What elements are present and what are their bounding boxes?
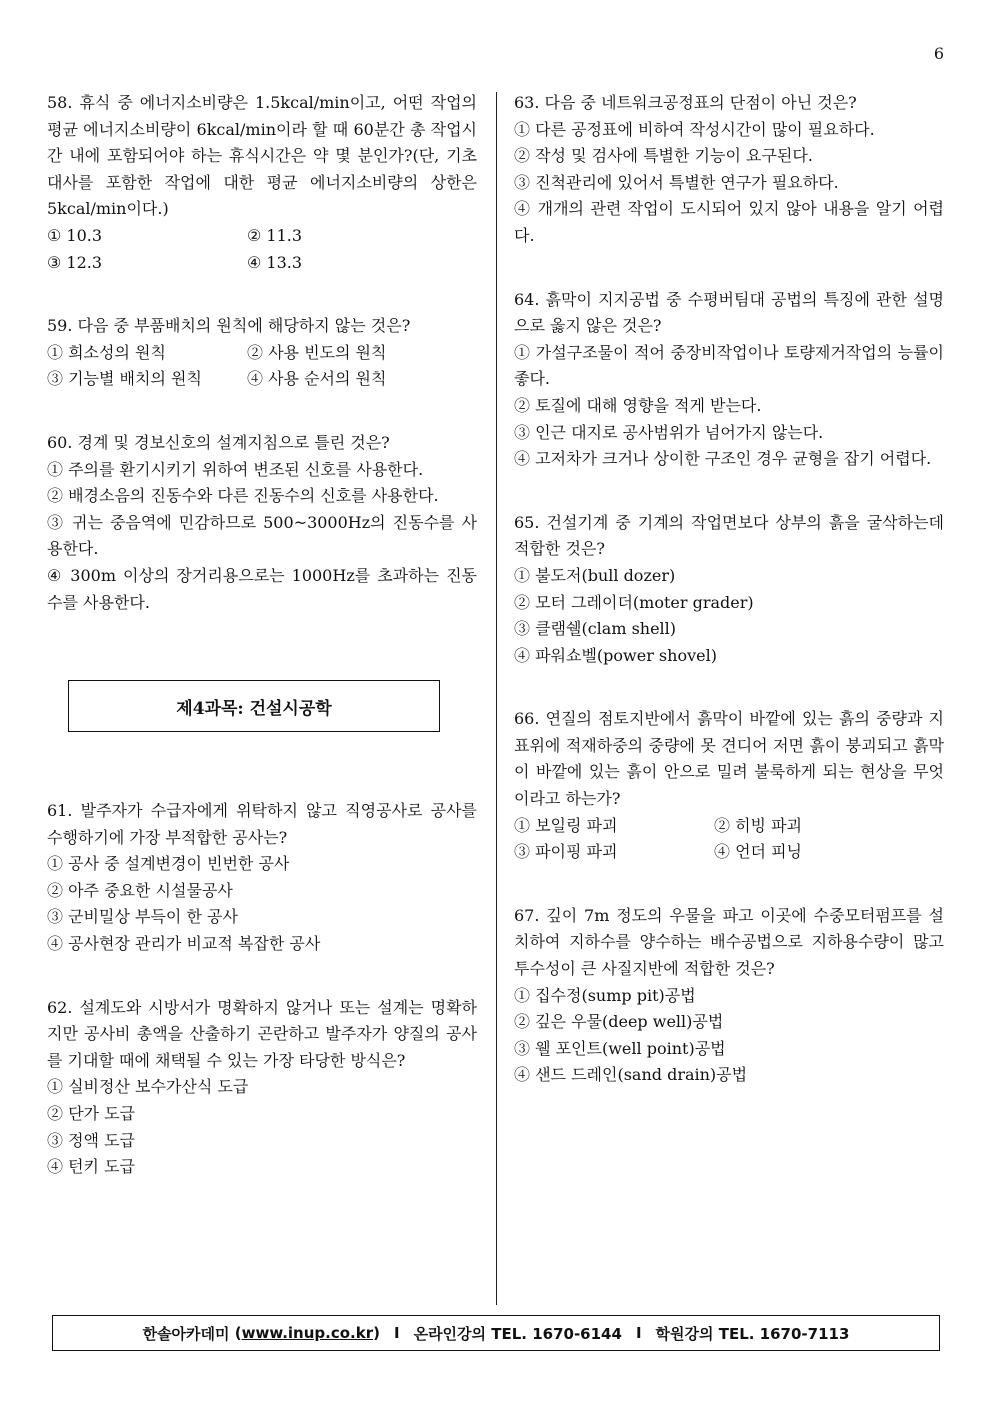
option-4: ④ 턴키 도급 xyxy=(47,1157,135,1177)
option-2: ② 사용 빈도의 원칙 xyxy=(247,342,387,362)
option-2: ② 깊은 우물(deep well)공법 xyxy=(514,1012,724,1032)
question-stem: 59. 다음 중 부품배치의 원칙에 해당하지 않는 것은? xyxy=(47,316,411,336)
question-stem: 60. 경계 및 경보신호의 설계지침으로 틀린 것은? xyxy=(47,432,390,452)
option-3: ③ 군비밀상 부득이 한 공사 xyxy=(47,907,238,927)
footer-separator: I xyxy=(393,1324,400,1342)
question-stem: 64. 흙막이 지지공법 중 수평버팀대 공법의 특징에 관한 설명으로 옳지 않은 것은? xyxy=(514,289,944,336)
question-64 xyxy=(514,287,944,473)
left-column xyxy=(47,90,477,616)
option-3: ③ 클램쉘(clam shell) xyxy=(514,619,677,639)
option-3: ③ 정액 도급 xyxy=(47,1130,135,1150)
option-4: ④ 언더 피닝 xyxy=(714,842,802,862)
question-stem: 58. 휴식 중 에너지소비량은 1.5kcal/min이고, 어떤 작업의 평균 에너지소비량이 6kcal/min이라 할 때 60분간 총 작업시간 내에 포함되어야 하는 휴식시간은 약 몇 분인가?(단, 기초대사를 포함한 작업에 대한 평균 에너지소비량의 상한은 5kcal/min이다.) xyxy=(47,93,477,219)
option-3: ③ 파이핑 파괴 xyxy=(514,842,618,862)
option-1: ① 불도저(bull dozer) xyxy=(514,565,676,585)
subject-header: 제4과목: 건설시공학 xyxy=(68,680,440,732)
option-1: ① 공사 중 설계변경이 빈번한 공사 xyxy=(47,854,290,874)
option-1: ① 실비정산 보수가산식 도급 xyxy=(47,1077,249,1097)
option-1: ① 주의를 환기시키기 위하여 변조된 신호를 사용한다. xyxy=(47,459,424,479)
option-2: ② 아주 중요한 시설물공사 xyxy=(47,880,233,900)
option-4: ④ 사용 순서의 원칙 xyxy=(247,369,387,389)
option-4: ④ 샌드 드레인(sand drain)공법 xyxy=(514,1065,748,1085)
question-58 xyxy=(47,90,477,276)
question-62 xyxy=(47,995,477,1181)
option-2: ② 배경소음의 진동수와 다른 진동수의 신호를 사용한다. xyxy=(47,486,439,506)
option-1: ① 보일링 파괴 xyxy=(514,815,618,835)
question-63 xyxy=(514,90,944,250)
option-1: ① 집수정(sump pit)공법 xyxy=(514,985,696,1005)
option-2: ② 토질에 대해 영향을 적게 받는다. xyxy=(514,395,762,415)
question-59 xyxy=(47,313,477,393)
question-stem: 67. 깊이 7m 정도의 우물을 파고 이곳에 수중모터펌프를 설치하여 지하수를 양수하는 배수공법으로 지하용수량이 많고 투수성이 큰 사질지반에 적합한 것은? xyxy=(514,905,944,979)
option-2: ② 단가 도급 xyxy=(47,1103,135,1123)
question-stem: 66. 연질의 점토지반에서 흙막이 바깥에 있는 흙의 중량과 지표위에 적재하중의 중량에 못 견디어 저면 흙이 붕괴되고 흙막이 바깥에 있는 흙이 안으로 밀려 불룩하게 되는 현상을 무엇이라고 하는가? xyxy=(514,709,944,809)
option-2: ② 11.3 xyxy=(247,225,303,245)
footer-bar: 한솔아카데미 ( www.inup.co.kr ) I 온라인강의 TEL. 1670-6144 I 학원강의 TEL. 1670-7113 xyxy=(52,1315,940,1351)
question-67 xyxy=(514,903,944,1089)
question-stem: 61. 발주자가 수급자에게 위탁하지 않고 직영공사로 공사를 수행하기에 가장 부적합한 공사는? xyxy=(47,801,477,847)
option-3: ③ 웰 포인트(well point)공법 xyxy=(514,1038,726,1058)
option-3: ③ 12.3 xyxy=(47,252,103,272)
option-4: ④ 공사현장 관리가 비교적 복잡한 공사 xyxy=(47,933,321,953)
academy-name: 한솔아카데미 xyxy=(142,1324,230,1343)
option-3: ③ 기능별 배치의 원칙 xyxy=(47,369,202,389)
question-61 xyxy=(47,798,477,958)
option-4: ④ 고저차가 크거나 상이한 구조인 경우 균형을 잡기 어렵다. xyxy=(514,449,932,469)
question-stem: 62. 설계도와 시방서가 명확하지 않거나 또는 설계는 명확하지만 공사비 총액을 산출하기 곤란하고 발주자가 양질의 공사를 기대할 때에 채택될 수 있는 가장 타당한 방식은? xyxy=(47,997,477,1070)
option-4: ④ 300m 이상의 장거리용으로는 1000Hz를 초과하는 진동수를 사용한다. xyxy=(47,565,477,612)
option-4: ④ 파워쇼벨(power shovel) xyxy=(514,645,717,665)
option-3: ③ 진척관리에 있어서 특별한 연구가 필요하다. xyxy=(514,172,839,192)
option-2: ② 히빙 파괴 xyxy=(714,815,802,835)
page-number: 6 xyxy=(933,44,944,63)
option-1: ① 가설구조물이 적어 중장비작업이나 토량제거작업의 능률이 좋다. xyxy=(514,342,944,389)
question-stem: 65. 건설기계 중 기계의 작업면보다 상부의 흙을 굴삭하는데 적합한 것은? xyxy=(514,512,944,559)
right-column xyxy=(514,90,944,1089)
footer-separator: I xyxy=(635,1324,642,1342)
offline-contact: 학원강의 TEL. 1670-7113 xyxy=(655,1324,850,1343)
left-column-lower xyxy=(47,798,477,1181)
option-1: ① 10.3 xyxy=(47,225,103,245)
option-4: ④ 개개의 관련 작업이 도시되어 있지 않아 내용을 알기 어렵다. xyxy=(514,199,944,245)
website-link[interactable]: www.inup.co.kr xyxy=(241,1324,374,1342)
option-4: ④ 13.3 xyxy=(247,252,303,272)
question-60 xyxy=(47,430,477,616)
option-1: ① 희소성의 원칙 xyxy=(47,342,166,362)
option-3: ③ 인근 대지로 공사범위가 넘어가지 않는다. xyxy=(514,422,824,442)
online-contact: 온라인강의 TEL. 1670-6144 xyxy=(413,1324,622,1343)
option-3: ③ 귀는 중음역에 민감하므로 500~3000Hz의 진동수를 사용한다. xyxy=(47,512,477,559)
column-divider xyxy=(496,92,497,1305)
question-65 xyxy=(514,510,944,670)
question-66 xyxy=(514,706,944,866)
option-2: ② 모터 그레이더(moter grader) xyxy=(514,592,754,612)
option-1: ① 다른 공정표에 비하여 작성시간이 많이 필요하다. xyxy=(514,119,875,139)
option-2: ② 작성 및 검사에 특별한 기능이 요구된다. xyxy=(514,146,813,166)
question-stem: 63. 다음 중 네트워크공정표의 단점이 아닌 것은? xyxy=(514,93,857,112)
